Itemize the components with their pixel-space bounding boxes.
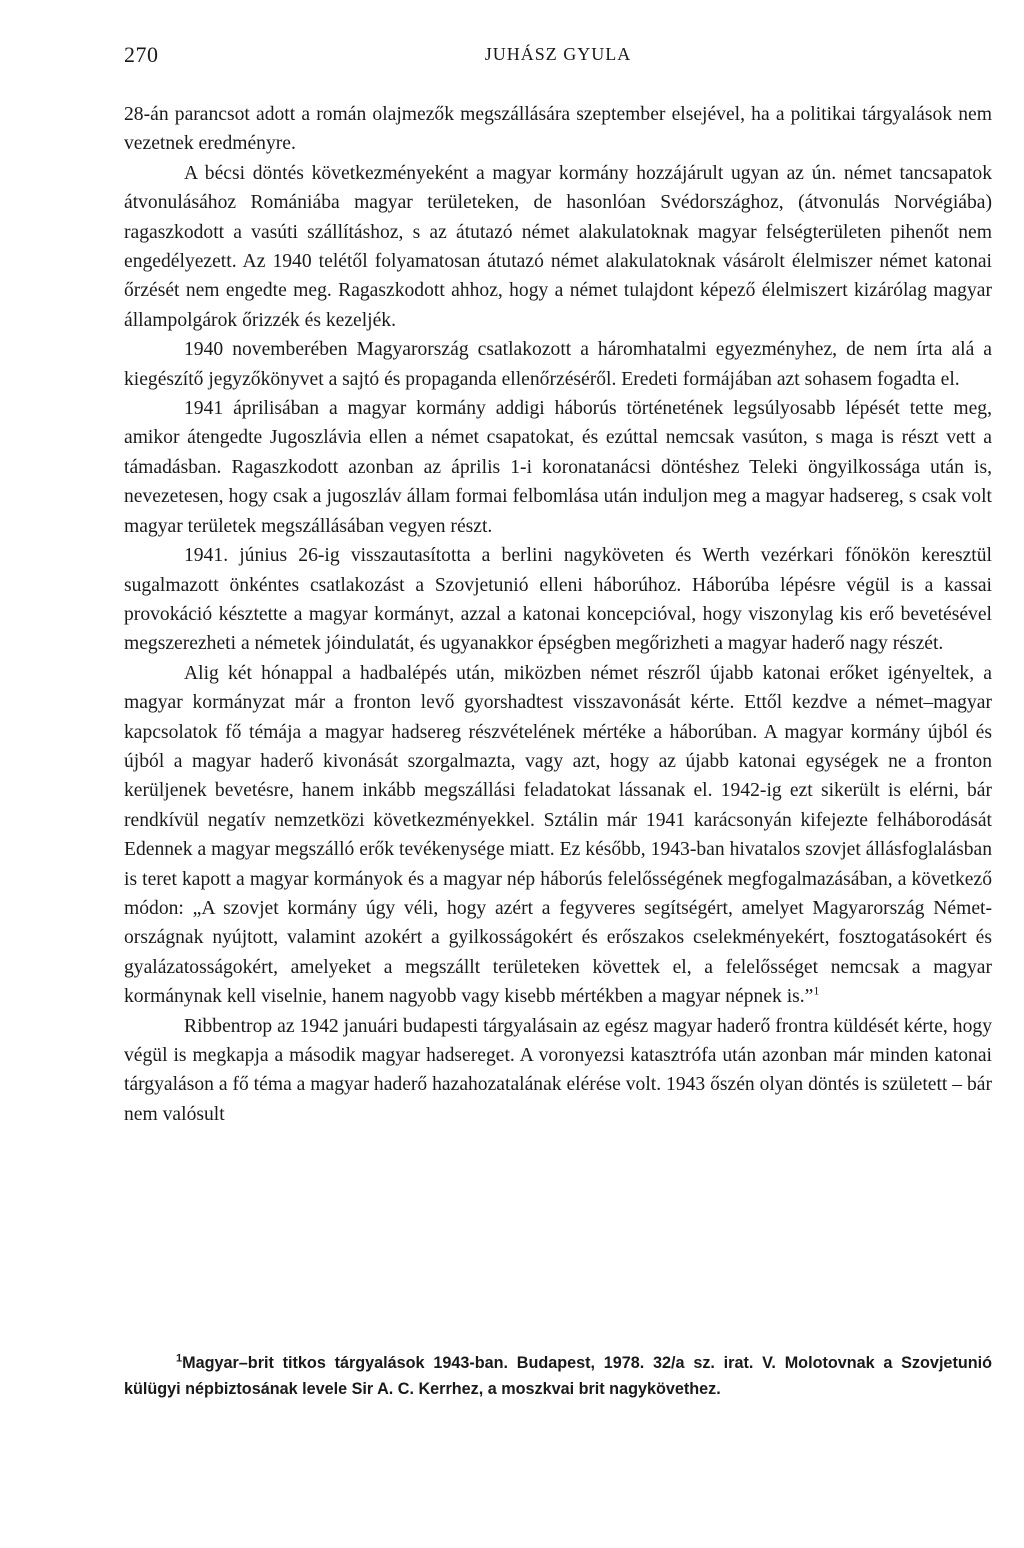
footnote-1: [124, 1350, 992, 1402]
paragraph-5: 1941. június 26-ig visszautasította a berlini nagyköveten és Werth vezérkari főnökön keresztül sugalmazott önkéntes csatlakozást a Szovjetunió elleni háborúhoz. Háborúba lépésre végül is a kassai provokáció késztette a magyar kormányt, azzal a katonai koncepcióval, hogy viszonylag kis erő bevetésével megszerezheti a németek jóindulatát, és ugyanakkor épségben megőrizheti a magyar haderő nagy részét.: [124, 545, 992, 655]
running-head: JUHÁSZ GYULA: [484, 44, 632, 64]
paragraph-3: 1940 novemberében Magyarország csatlakozott a háromhatalmi egyezményhez, de nem írta alá a kiegészítő jegyzőkönyvet a sajtó és propaganda ellenőrzéséről. Eredeti formájában azt sohasem fogadta el.: [124, 339, 992, 390]
book-page: [124, 0, 992, 1548]
footnote-text: Magyar–brit titkos tárgyalások 1943-ban. Budapest, 1978. 32/a sz. irat. V. Molotovnak a Szovjetunió külügyi népbiztosának levele Sir A. C. Kerrhez, a moszkvai brit nagykövethez.: [124, 1354, 992, 1398]
footnotes: [124, 1350, 992, 1402]
page-header: [124, 40, 992, 80]
paragraph-6-text: Alig két hónappal a hadbalépés után, miközben német részről újabb katonai erőket igényeltek, a magyar kormányzat már a fronton levő gyorshadtest visszavonását kérte. Ettől kezdve a német–magyar kapcsolatok fő témája a magyar hadsereg részvételének mértéke a háborúban. A magyar kormány újból és újból a magyar haderő kivonását szorgalmazta, vagy azt, hogy az újabb katonai egységek ne a fronton kerüljenek bevetésre, hanem inkább megszállási feladatokat lássanak el. 1942-ig ezt sikerült is elérni, bár rendkívül negatív nemzetközi következményekkel. Sztálin már 1941 karácsonyán kifejezte felháborodását Edennek a magyar megszálló erők tevékenysége miatt. Ez később, 1943-ban hivatalos szovjet állásfoglalásban is teret kapott a magyar kormányok és a magyar nép háborús felelősségének megfogalmazásában, a következő módon: „A szovjet kormány úgy véli, hogy azért a fegyveres segítségért, amelyet Magyarország Németországnak nyújtott, valamint azokért a gyilkosságokért és erőszakos cselekményekért, fosztogatásokért és gyalázatosságokért, amelyeket a megszállt területeken követtek el, a felelősséget nemcsak a magyar kormánynak kell viselnie, hanem nagyobb vagy kisebb mértékben a magyar népnek is.”: [124, 662, 992, 1008]
paragraph-6: [124, 659, 992, 1012]
paragraph-1: 28-án parancsot adott a román olajmezők megszállására szeptember elsejével, ha a politikai tárgyalások nem vezetnek eredményre.: [124, 104, 992, 155]
body-text: [124, 100, 992, 1129]
page-number: 270: [124, 42, 159, 67]
footnote-reference[interactable]: 1: [813, 983, 820, 998]
paragraph-2: A bécsi döntés következményeként a magyar kormány hozzájárult ugyan az ún. német tancsapatok átvonulásához Romániába magyar területeken, de hasonlóan Svédországhoz, (átvonulás Norvégiába) ragaszkodott a vasúti szállításhoz, s az átutazó német alakulatoknak magyar felségterületen pihenőt nem engedélyezett. Az 1940 telétől folyamatosan átutazó német alakulatoknak vásárolt élelmiszer német katonai őrzését nem engedte meg. Ragaszkodott ahhoz, hogy a német tulajdont képező élelmiszert kizárólag magyar állampolgárok őrizzék és kezeljék.: [124, 162, 992, 331]
paragraph-7: Ribbentrop az 1942 januári budapesti tárgyalásain az egész magyar haderő frontra küldését kérte, hogy végül is megkapja a második magyar hadsereget. A voronyezsi katasztrófa után azonban már minden katonai tárgyaláson a fő téma a magyar haderő hazahozatalának elérése volt. 1943 őszén olyan döntés is született – bár nem valósult: [124, 1015, 992, 1125]
footnote-marker: 1: [176, 1352, 183, 1365]
paragraph-4: 1941 áprilisában a magyar kormány addigi háborús történetének legsúlyosabb lépését tette meg, amikor átengedte Jugoszlávia ellen a német csapatokat, és ezúttal nemcsak vasúton, s maga is részt vett a támadásban. Ragaszkodott azonban az április 1-i koronatanácsi döntéshez Teleki öngyilkossága után is, nevezetesen, hogy csak a jugoszláv állam formai felbomlása után induljon meg a magyar hadsereg, s csak volt magyar területek megszállásában vegyen részt.: [124, 398, 992, 537]
